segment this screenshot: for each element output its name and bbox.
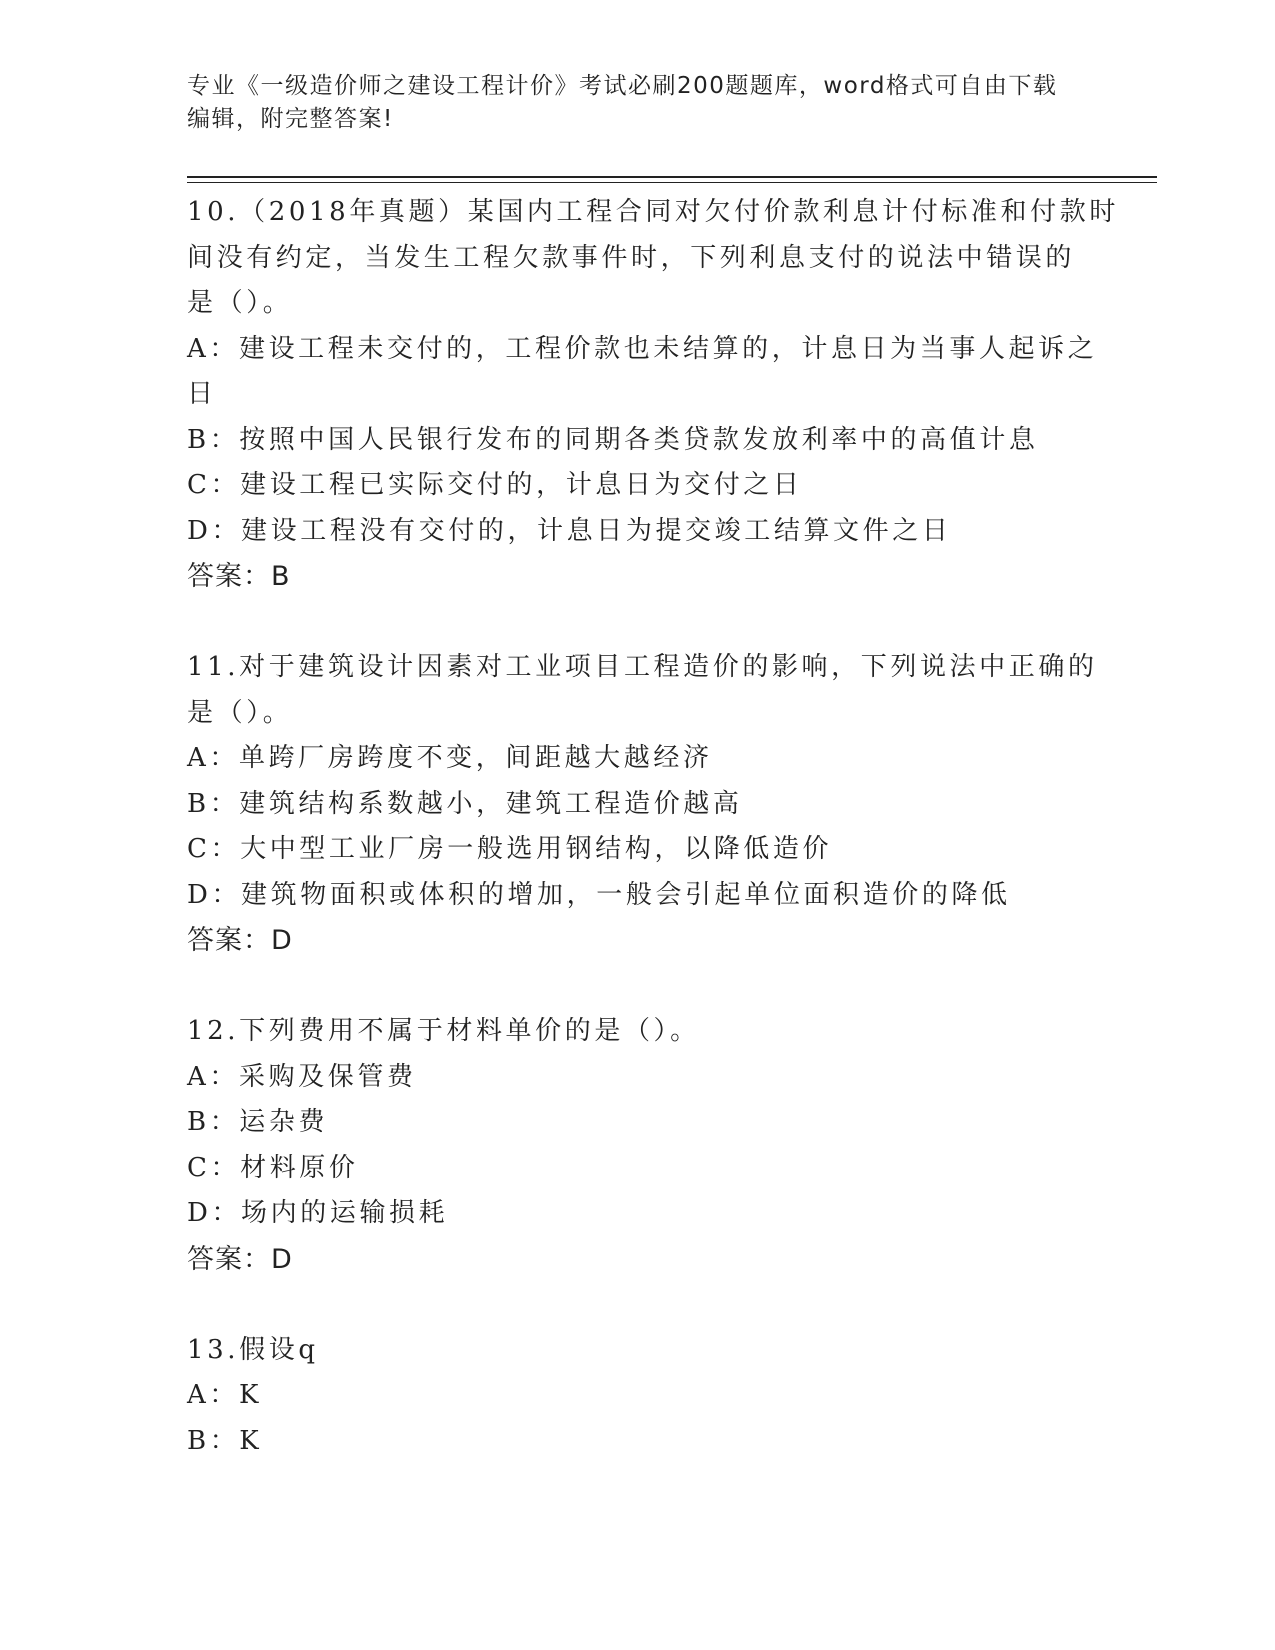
question-13 [187,1328,1087,1465]
option-a-continued: 日 [187,379,217,409]
option-a: A：采购及保管费 [187,1061,417,1092]
option-b: B：按照中国人民银行发布的同期各类贷款发放利率中的高值计息 [187,424,1039,455]
option-a: A：单跨厂房跨度不变，间距越大越经济 [187,743,713,773]
option-c: C：材料原价 [187,1152,359,1183]
question-stem-line: 是（）。 [187,697,293,728]
question-stem-line: 间没有约定，当发生工程欠款事件时，下列利息支付的说法中错误的 [187,242,1076,273]
question-stem-line: 11.对于建筑设计因素对工业项目工程造价的影响，下列说法中正确的 [187,652,1098,682]
header-line-1: 专业《一级造价师之建设工程计价》考试必刷200题题库，word格式可自由下载 [187,73,1058,99]
option-a: A：K [187,1380,263,1410]
option-a: A：建设工程未交付的，工程价款也未结算的，计息日为当事人起诉之 [187,333,1098,364]
option-b: B：运杂费 [187,1107,329,1137]
question-spacer [187,964,1087,1010]
document-header [187,70,1087,136]
header-divider-thin [187,182,1157,183]
question-stem-line: 10.（2018年真题）某国内工程合同对欠付价款利息计付标准和付款时 [187,197,1119,227]
answer-label: 答案：B [187,561,291,592]
question-spacer [187,1282,1087,1328]
answer-label: 答案：D [187,1243,293,1275]
question-12 [187,1009,1087,1282]
option-c: C：大中型工业厂房一般选用钢结构，以降低造价 [187,834,833,864]
question-stem-line: 是（）。 [187,288,293,318]
question-stem-line: 12.下列费用不属于材料单价的是（）。 [187,1016,700,1046]
option-c: C：建设工程已实际交付的，计息日为交付之日 [187,470,803,500]
header-divider-thick [187,176,1157,178]
question-10 [187,190,1119,600]
option-d: D：建设工程没有交付的，计息日为提交竣工结算文件之日 [187,515,952,546]
question-list [187,190,1119,1464]
option-d: D：场内的运输损耗 [187,1198,449,1228]
question-11 [187,645,1098,964]
answer-label: 答案：D [187,925,293,956]
option-b: B：K [187,1425,263,1456]
question-spacer [187,600,1087,646]
header-line-2: 编辑，附完整答案! [187,106,394,132]
question-stem-line: 13.假设q [187,1334,319,1365]
option-d: D：建筑物面积或体积的增加，一般会引起单位面积造价的降低 [187,879,1011,910]
option-b: B：建筑结构系数越小，建筑工程造价越高 [187,788,743,819]
